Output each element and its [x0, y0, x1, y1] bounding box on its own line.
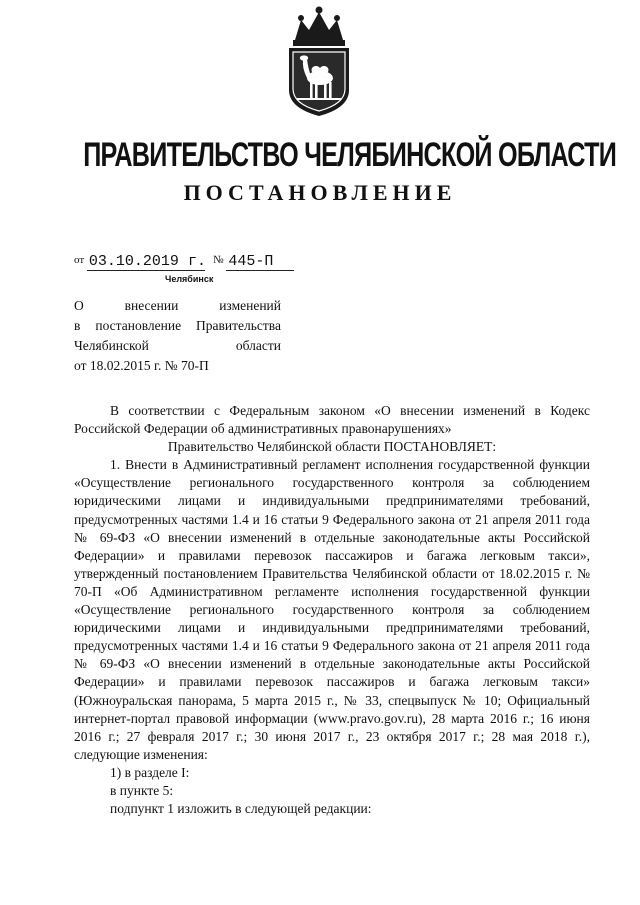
subject-line: в постановление Правительства [74, 318, 281, 333]
from-label: от [74, 254, 85, 266]
government-title: ПРАВИТЕЛЬСТВО ЧЕЛЯБИНСКОЙ ОБЛАСТИ [83, 136, 617, 174]
preamble-paragraph: В соответствии с Федеральным законом «О внесении изменений в Кодекс Российской Федерации об административных правонарушениях» [74, 403, 590, 437]
document-date: 03.10.2019 г. [88, 253, 206, 270]
document-subject [74, 296, 281, 376]
subitem-point-line: в пункте 5: [110, 782, 174, 798]
subject-line: Челябинской области [74, 338, 281, 353]
city-label: Челябинск [165, 274, 214, 284]
subject-line: от 18.02.2015 г. № 70-П [74, 358, 209, 373]
coat-of-arms-icon [281, 6, 357, 118]
number-label: № [213, 254, 224, 266]
document-body [74, 402, 590, 818]
subitem-edit-line: подпункт 1 изложить в следующей редакции: [110, 801, 372, 817]
resolution-line: Правительство Челябинской области ПОСТАНОВЛЯЕТ: [167, 439, 497, 455]
subitem-section-line: 1) в разделе I: [110, 764, 190, 780]
item-1-paragraph: 1. Внести в Административный регламент исполнения государственной функции «Осуществление регионального государственного контроля за соблюдением юридическими лицами и индивидуальными предпринимателями требований, предусмотренных частями 1.4 и 16 статьи 9 Федерального закона от 21 апреля 2011 года № 69-ФЗ «О внесении изменений в отдельные законодательные акты Российской Федерации» и правилами перевозок пассажиров и багажа легковым такси», утвержденный постановлением Правительства Челябинской области от 18.02.2015 г. № 70-П «Об Административном регламенте исполнения государственной функции «Осуществление регионального государственного контроля за соблюдением юридическими лицами и индивидуальными предпринимателями требований, предусмотренных частями 1.4 и 16 статьи 9 Федерального закона от 21 апреля 2011 года № 69-ФЗ «О внесении изменений в отдельные законодательные акты Российской Федерации» и правилами перевозок пассажиров и багажа легковым такси» (Южноуральская панорама, 5 марта 2015 г., № 33, спецвыпуск № 10; Официальный интернет-портал правовой информации (www.pravo.gov.ru), 28 марта 2016 г.; 16 июня 2016 г.; 27 февраля 2017 г.; 30 июня 2017 г., 23 октября 2017 г.; 28 мая 2018 г.), следующие изменения: [74, 457, 590, 762]
document-type: ПОСТАНОВЛЕНИЕ [183, 180, 457, 205]
document-meta [74, 254, 294, 271]
subject-line: О внесении изменений [74, 298, 281, 313]
document-number: 445-П [226, 254, 294, 271]
